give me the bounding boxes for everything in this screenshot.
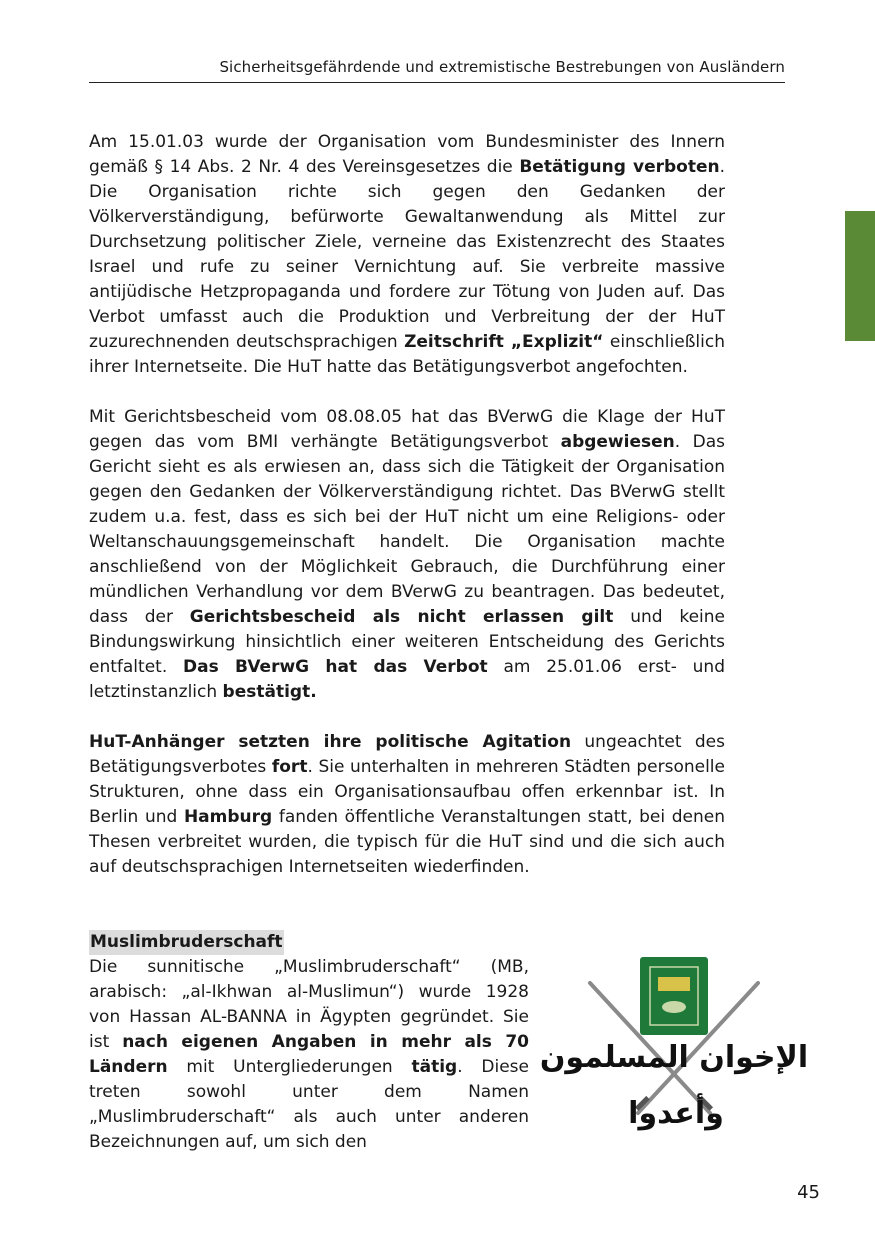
bold-phrase: abgewiesen	[560, 432, 675, 452]
text-run: . Die Organisation richte sich gegen den Gedanken der Völkerverständigung, befürworte Gewaltanwendung als Mittel zur Durchsetzung politischer Ziele, verneine das Existenzrecht des Staates Israel und rufe zu seiner Vernichtung auf. Sie verbreite massive antijüdische Hetzpropaganda und fordere zur Tötung von Juden auf. Das Verbot umfasst auch die Produktion und Verbreitung der der HuT zuzurechnenden deutschsprachigen	[89, 157, 725, 352]
bold-phrase: nach eigenen Angaben in mehr als 70 Ländern	[89, 1032, 529, 1077]
text-run: und keine Bindungswirkung hinsichtlich einer weiteren Entscheidung des Gerichts entfaltet.	[89, 607, 725, 677]
bold-phrase: tätig	[411, 1057, 458, 1077]
emblem-name-arabic: الإخوان المسلمون	[539, 1040, 809, 1075]
header-rule	[89, 82, 785, 83]
bold-phrase: Zeitschrift „Explizit“	[404, 332, 604, 352]
running-header: Sicherheitsgefährdende und extremistische Bestrebungen von Ausländern	[219, 58, 785, 76]
quran-book-icon	[640, 957, 708, 1035]
section-paragraph	[89, 955, 529, 1155]
text-run: ungeachtet des Betätigungsverbotes	[89, 732, 726, 777]
text-run: Mit Gerichtsbescheid vom 08.08.05 hat das BVerwG die Klage der HuT gegen das vom BMI verhängte Betätigungsverbot	[89, 407, 725, 452]
section-muslimbruderschaft	[89, 930, 529, 1155]
bold-phrase: Das BVerwG hat das Verbot	[183, 657, 488, 677]
emblem-motto-arabic: وأعدوا	[628, 1096, 724, 1131]
section-title: Muslimbruderschaft	[89, 930, 284, 955]
paragraph-gerichtsbescheid	[89, 405, 725, 705]
text-run: am 25.01.06 erst- und letztinstanzlich	[89, 657, 725, 702]
text-run: . Diese treten sowohl unter dem Namen „Muslimbruderschaft“ als auch unter anderen Bezeichnungen auf, um sich den	[89, 1057, 529, 1152]
bold-phrase: bestätigt.	[222, 682, 317, 702]
muslim-brotherhood-emblem	[539, 955, 809, 1135]
paragraph-agitation	[89, 730, 725, 880]
bold-phrase: HuT-Anhänger setzten ihre politische Agitation	[89, 732, 572, 752]
page-number: 45	[797, 1182, 820, 1203]
bold-phrase: Betätigung verboten	[519, 157, 720, 177]
bold-phrase: Gerichtsbescheid als nicht erlassen gilt	[189, 607, 614, 627]
text-run: Am 15.01.03 wurde der Organisation vom Bundesminister des Innern gemäß § 14 Abs. 2 Nr. 4 des Vereinsgesetzes die	[89, 132, 725, 177]
text-run: . Das Gericht sieht es als erwiesen an, dass sich die Tätigkeit der Organisation gegen den Gedanken der Völkerverständigung richtet. Das BVerwG stellt zudem u.a. fest, dass es sich bei der HuT nicht um eine Religions- oder Weltanschauungsgemeinschaft handelt. Die Organisation machte anschließend von der Möglichkeit Gebrauch, die Durchführung einer mündlichen Verhandlung vor dem BVerwG zu beantragen. Das bedeutet, dass der	[89, 432, 725, 627]
text-run: mit Untergliederungen	[167, 1057, 412, 1077]
paragraph-verbot	[89, 130, 725, 380]
text-run: fanden öffentliche Veranstaltungen statt, bei denen Thesen verbreitet wurden, die typisch für die HuT sind und die sich auch auf deutschsprachigen Internetseiten wiederfinden.	[89, 807, 726, 877]
text-run: . Sie unterhalten in mehreren Städten personelle Strukturen, ohne dass ein Organisationsaufbau offen erkennbar ist. In Berlin und	[89, 757, 725, 827]
bold-phrase: Hamburg	[183, 807, 273, 827]
text-run: einschließlich ihrer Internetseite. Die HuT hatte das Betätigungsverbot angefochten.	[89, 332, 725, 377]
text-run: Die sunnitische „Muslimbruderschaft“ (MB, arabisch: „al-Ikhwan al-Muslimun“) wurde 1928 von Hassan AL-BANNA in Ägypten gegründet. Sie ist	[89, 957, 529, 1052]
bold-phrase: fort	[271, 757, 308, 777]
body-text	[89, 130, 725, 905]
chapter-side-tab	[845, 211, 875, 341]
